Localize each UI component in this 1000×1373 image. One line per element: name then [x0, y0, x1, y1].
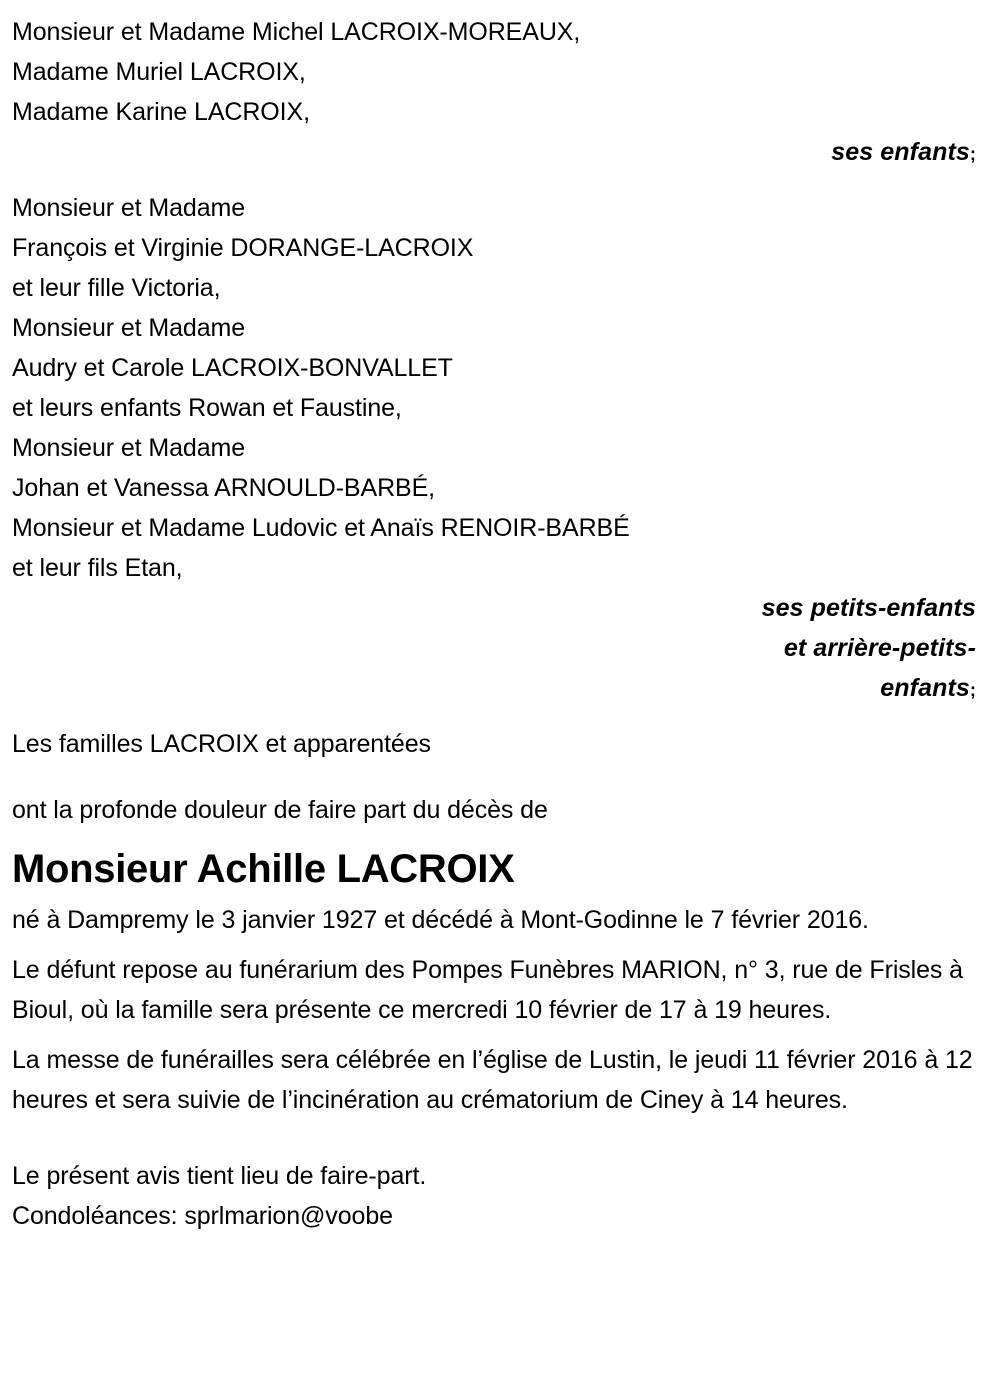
spacer	[12, 764, 986, 790]
closing-block	[12, 1156, 986, 1236]
relation-text: et arrière-petits-	[783, 634, 976, 662]
roster-line: Madame Muriel LACROIX,	[12, 58, 306, 86]
condolences-line: Condoléances: sprlmarion@voobe	[12, 1202, 393, 1230]
relation-label-children	[12, 132, 986, 174]
relation-label-grandchildren-2	[12, 628, 986, 668]
relation-text: ses enfants	[831, 138, 970, 166]
visitation-paragraph: Le défunt repose au funérarium des Pompes Funèbres MARION, n° 3, rue de Frisles à Bioul, où la famille sera présente ce mercredi 10 février de 17 à 19 heures.	[12, 956, 963, 1024]
notice-line: Le présent avis tient lieu de faire-part.	[12, 1162, 427, 1190]
children-roster	[12, 12, 986, 132]
deceased-name: Monsieur Achille LACROIX	[12, 847, 515, 891]
relation-separator: ;	[969, 144, 976, 164]
relation-text: enfants	[880, 674, 970, 702]
relation-text: ses petits-enfants	[761, 594, 976, 622]
roster-line: Audry et Carole LACROIX-BONVALLET	[12, 354, 453, 382]
roster-line: Monsieur et Madame Ludovic et Anaïs RENOIR-BARBÉ	[12, 514, 630, 542]
spacer	[12, 710, 986, 724]
roster-line: Monsieur et Madame	[12, 194, 246, 222]
roster-line: Monsieur et Madame	[12, 314, 246, 342]
roster-line: Johan et Vanessa ARNOULD-BARBÉ,	[12, 474, 436, 502]
ceremony-paragraph: La messe de funérailles sera célébrée en l’église de Lustin, le jeudi 11 février 2016 à 12 heures et sera suivie de l’incinération au crématorium de Ciney à 14 heures.	[12, 1046, 973, 1114]
relation-label-grandchildren-1	[12, 588, 986, 628]
roster-line: Monsieur et Madame Michel LACROIX-MOREAUX,	[12, 18, 581, 46]
spacer	[12, 174, 986, 188]
announcement-line: ont la profonde douleur de faire part du décès de	[12, 796, 548, 824]
roster-line: Madame Karine LACROIX,	[12, 98, 310, 126]
spacer	[12, 1130, 986, 1156]
relation-separator: ;	[969, 680, 976, 700]
families-line: Les familles LACROIX et apparentées	[12, 730, 431, 758]
relation-label-grandchildren-3	[12, 668, 986, 710]
roster-line: et leur fille Victoria,	[12, 274, 221, 302]
roster-line: François et Virginie DORANGE-LACROIX	[12, 234, 474, 262]
birth-death-paragraph: né à Dampremy le 3 janvier 1927 et décédé à Mont-Godinne le 7 février 2016.	[12, 906, 869, 934]
roster-line: et leur fils Etan,	[12, 554, 183, 582]
roster-line: et leurs enfants Rowan et Faustine,	[12, 394, 402, 422]
roster-line: Monsieur et Madame	[12, 434, 246, 462]
grandchildren-roster	[12, 188, 986, 588]
